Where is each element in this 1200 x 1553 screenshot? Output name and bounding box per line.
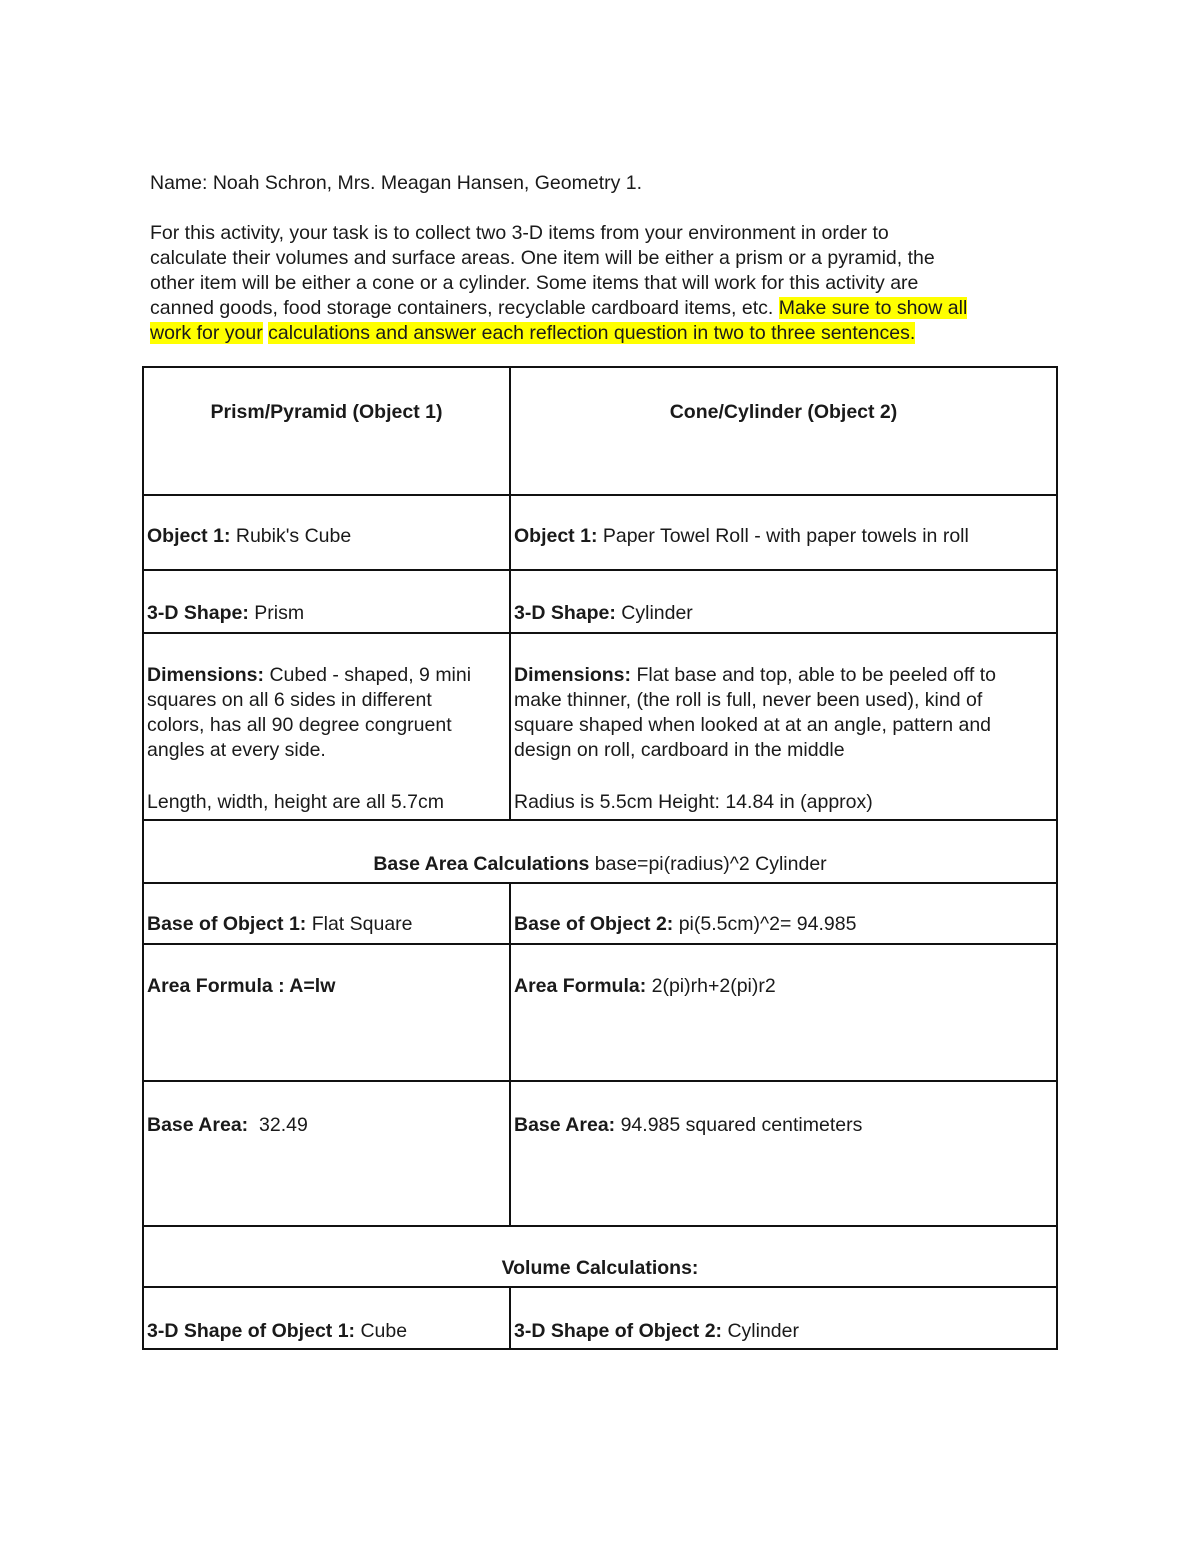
shape1-value: Prism <box>248 602 305 624</box>
dimensions2-label: Dimensions: <box>514 664 632 686</box>
base-calc-cell <box>143 820 1057 883</box>
formula1-label: Area Formula : A=lw <box>147 975 336 997</box>
object-row <box>143 495 1057 570</box>
volume-header-row <box>143 1226 1057 1287</box>
object1-label: Object 1: <box>147 525 231 547</box>
base-calc-formula: base=pi(radius)^2 Cylinder <box>589 853 827 875</box>
base1-cell <box>143 883 510 944</box>
volume-header-cell <box>143 1226 1057 1287</box>
object1-value: Rubik's Cube <box>230 525 352 547</box>
instructions-text: canned goods, food storage containers, recyclable cardboard items, etc. <box>150 297 779 319</box>
highlighted-instruction: calculations and answer each reflection question in two to three sentences. <box>268 322 916 344</box>
dimensions1-text: colors, has all 90 degree congruent <box>147 714 452 736</box>
vshape1-cell <box>143 1287 510 1349</box>
name-line: Name: Noah Schron, Mrs. Meagan Hansen, Geometry 1. <box>150 172 643 194</box>
shape2-value: Cylinder <box>615 602 693 624</box>
object2-value: Paper Towel Roll - with paper towels in roll <box>597 525 969 547</box>
formula1-cell <box>143 944 510 1081</box>
instructions-line: For this activity, your task is to collect two 3-D items from your environment in order to <box>150 222 889 244</box>
base-area-row <box>143 1081 1057 1226</box>
area1-value: 32.49 <box>248 1114 308 1136</box>
dimensions2-text: design on roll, cardboard in the middle <box>514 739 845 761</box>
base2-label: Base of Object 2: <box>514 913 674 935</box>
highlighted-instruction: work for your <box>150 322 263 344</box>
shape1-cell <box>143 570 510 633</box>
vshape2-cell <box>510 1287 1057 1349</box>
dimensions2-measure: Radius is 5.5cm Height: 14.84 in (approx) <box>514 791 873 813</box>
base-calc-label: Base Area Calculations <box>373 853 590 875</box>
table-header-row <box>143 367 1057 495</box>
base-calc-row <box>143 820 1057 883</box>
dimensions1-cell <box>143 633 510 820</box>
dimensions-row <box>143 633 1057 820</box>
base1-label: Base of Object 1: <box>147 913 307 935</box>
base2-cell <box>510 883 1057 944</box>
instructions-line: other item will be either a cone or a cylinder. Some items that will work for this activity are <box>150 272 919 294</box>
column-header-object2: Cone/Cylinder (Object 2) <box>510 367 1057 495</box>
formula2-label: Area Formula: <box>514 975 647 997</box>
dimensions1-label: Dimensions: <box>147 664 265 686</box>
dimensions1-text: Cubed - shaped, 9 mini <box>264 664 472 686</box>
formula2-cell <box>510 944 1057 1081</box>
dimensions1-text: squares on all 6 sides in different <box>147 689 432 711</box>
base-row <box>143 883 1057 944</box>
shape1-label: 3-D Shape: <box>147 602 249 624</box>
formula2-value: 2(pi)rh+2(pi)r2 <box>646 975 776 997</box>
area1-cell <box>143 1081 510 1226</box>
shape2-label: 3-D Shape: <box>514 602 616 624</box>
vshape1-label: 3-D Shape of Object 1: <box>147 1320 356 1342</box>
dimensions1-text: angles at every side. <box>147 739 326 761</box>
instructions-paragraph <box>150 221 1070 346</box>
vshape2-label: 3-D Shape of Object 2: <box>514 1320 723 1342</box>
dimensions2-cell <box>510 633 1057 820</box>
vshape2-value: Cylinder <box>722 1320 799 1342</box>
dimensions2-text: Flat base and top, able to be peeled off to <box>631 664 997 686</box>
base1-value: Flat Square <box>306 913 413 935</box>
instructions-line <box>150 296 1070 321</box>
object2-cell <box>510 495 1057 570</box>
object2-label: Object 1: <box>514 525 598 547</box>
area2-label: Base Area: <box>514 1114 616 1136</box>
volume-header: Volume Calculations: <box>501 1257 699 1279</box>
shape2-cell <box>510 570 1057 633</box>
dimensions1-measure: Length, width, height are all 5.7cm <box>147 791 445 813</box>
instructions-line: calculate their volumes and surface areas. One item will be either a prism or a pyramid, the <box>150 247 935 269</box>
volume-shape-row <box>143 1287 1057 1349</box>
vshape1-value: Cube <box>355 1320 408 1342</box>
dimensions2-text: make thinner, (the roll is full, never been used), kind of <box>514 689 983 711</box>
dimensions2-text: square shaped when looked at at an angle, pattern and <box>514 714 992 736</box>
shape-row <box>143 570 1057 633</box>
column-header-object1: Prism/Pyramid (Object 1) <box>143 367 510 495</box>
area2-value: 94.985 squared centimeters <box>615 1114 863 1136</box>
formula-row <box>143 944 1057 1081</box>
worksheet-table <box>142 366 1058 1350</box>
object1-cell <box>143 495 510 570</box>
highlighted-instruction: Make sure to show all <box>778 297 968 319</box>
area1-label: Base Area: <box>147 1114 249 1136</box>
instructions-line <box>150 321 1070 346</box>
area2-cell <box>510 1081 1057 1226</box>
base2-value: pi(5.5cm)^2= 94.985 <box>673 913 857 935</box>
